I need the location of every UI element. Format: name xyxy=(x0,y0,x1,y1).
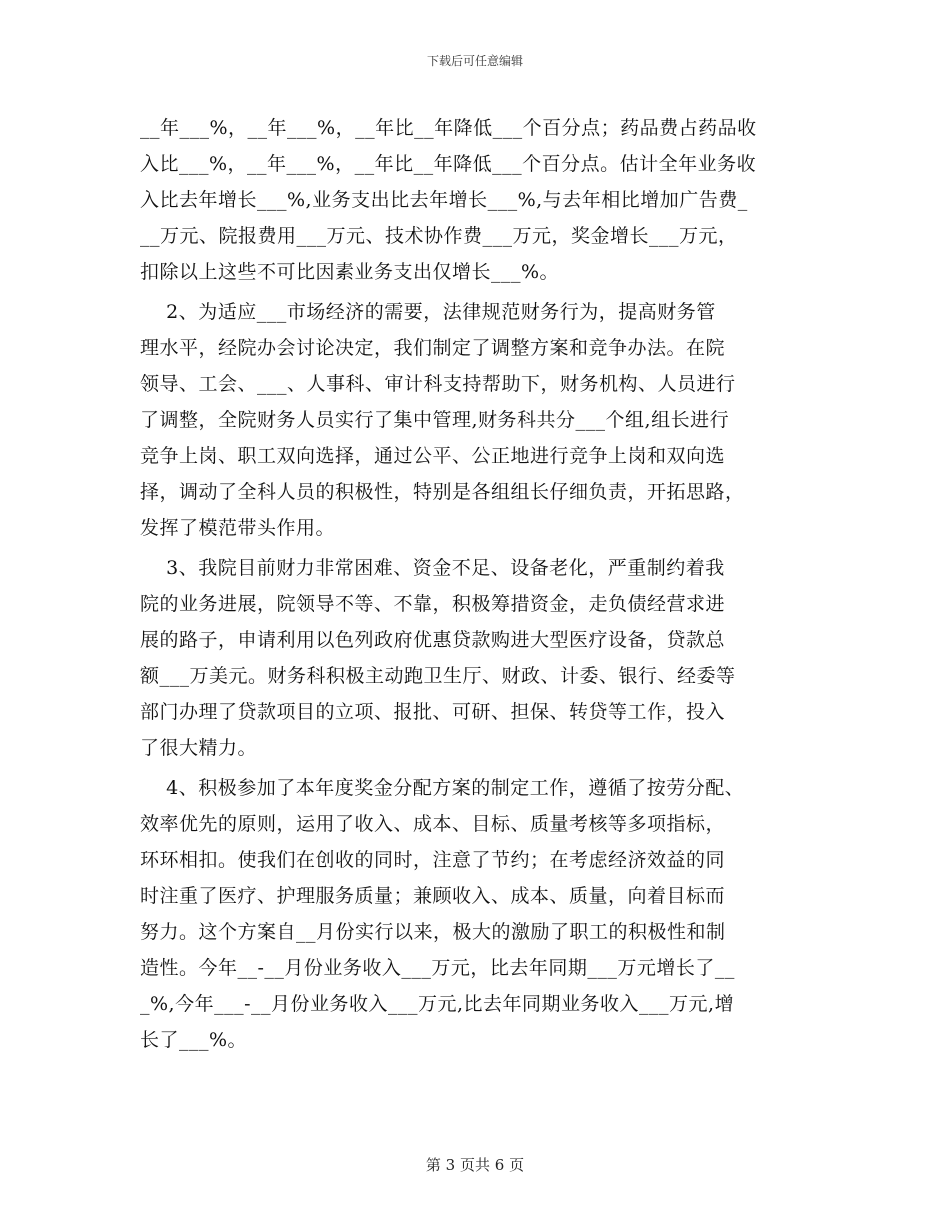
text-line: 了很大精力。 xyxy=(140,737,258,759)
text-line: 竞争上岗、职工双向选择，通过公平、公正地进行竞争上岗和双向选 xyxy=(140,445,726,467)
text-line: 4、积极参加了本年度奖金分配方案的制定工作，遵循了按劳分配、 xyxy=(140,777,745,799)
text-line: 2、为适应___市场经济的需要，法律规范财务行为，提高财务管 xyxy=(140,301,716,323)
text-line: 入比去年增长___%,业务支出比去年增长___%,与去年相比增加广告费_ xyxy=(140,189,748,211)
page-footer: 第 3 页共 6 页 xyxy=(425,1156,525,1174)
text-line: 3、我院目前财力非常困难、资金不足、设备老化，严重制约着我 xyxy=(140,557,725,579)
text-line: 院的业务进展，院领导不等、不靠，积极筹措资金，走负债经营求进 xyxy=(140,593,726,615)
text-line: 入比___%，__年___%，__年比__年降低___个百分点。估计全年业务收 xyxy=(140,153,757,175)
text-line: 部门办理了贷款项目的立项、报批、可研、担保、转贷等工作，投入 xyxy=(140,701,726,723)
text-line: 时注重了医疗、护理服务质量；兼顾收入、成本、质量，向着目标而 xyxy=(140,885,726,907)
page-header: 下载后可任意编辑 xyxy=(426,54,523,68)
text-line: 扣除以上这些不可比因素业务支出仅增长___%。 xyxy=(140,261,560,283)
text-line: 展的路子，申请利用以色列政府优惠贷款购进大型医疗设备，贷款总 xyxy=(140,629,726,651)
text-line: 了调整，全院财务人员实行了集中管理,财务科共分___个组,组长进行 xyxy=(140,409,730,431)
text-line: 效率优先的原则，运用了收入、成本、目标、质量考核等多项指标， xyxy=(140,813,726,835)
text-line: __万元、院报费用___万元、技术协作费___万元，奖金增长___万元， xyxy=(140,225,738,247)
document-body xyxy=(140,110,812,1062)
text-line: __年___%，__年___%，__年比__年降低___个百分点；药品费占药品收 xyxy=(140,117,757,139)
text-line: 领导、工会、___、人事科、审计科支持帮助下，财务机构、人员进行 xyxy=(140,373,736,395)
text-line: 长了___%。 xyxy=(140,1029,248,1051)
text-line: 环环相扣。使我们在创收的同时，注意了节约；在考虑经济效益的同 xyxy=(140,849,726,871)
text-line: 理水平，经院办会讨论决定，我们制定了调整方案和竞争办法。在院 xyxy=(140,337,726,359)
paragraph-4 xyxy=(140,770,812,1058)
paragraph-3 xyxy=(140,550,812,766)
text-line: 择，调动了全科人员的积极性，特别是各组组长仔细负责，开拓思路， xyxy=(140,481,745,503)
text-line: 额___万美元。财务科积极主动跑卫生厅、财政、计委、银行、经委等 xyxy=(140,665,736,687)
paragraph-2 xyxy=(140,294,812,546)
text-line: 发挥了模范带头作用。 xyxy=(140,517,336,539)
paragraph xyxy=(140,110,812,290)
text-line: _%,今年___-__月份业务收入___万元,比去年同期业务收入___万元,增 xyxy=(140,993,735,1015)
text-line: 造性。今年__-__月份业务收入___万元，比去年同期___万元增长了__ xyxy=(140,957,735,979)
text-line: 努力。这个方案自__月份实行以来，极大的激励了职工的积极性和制 xyxy=(140,921,726,943)
